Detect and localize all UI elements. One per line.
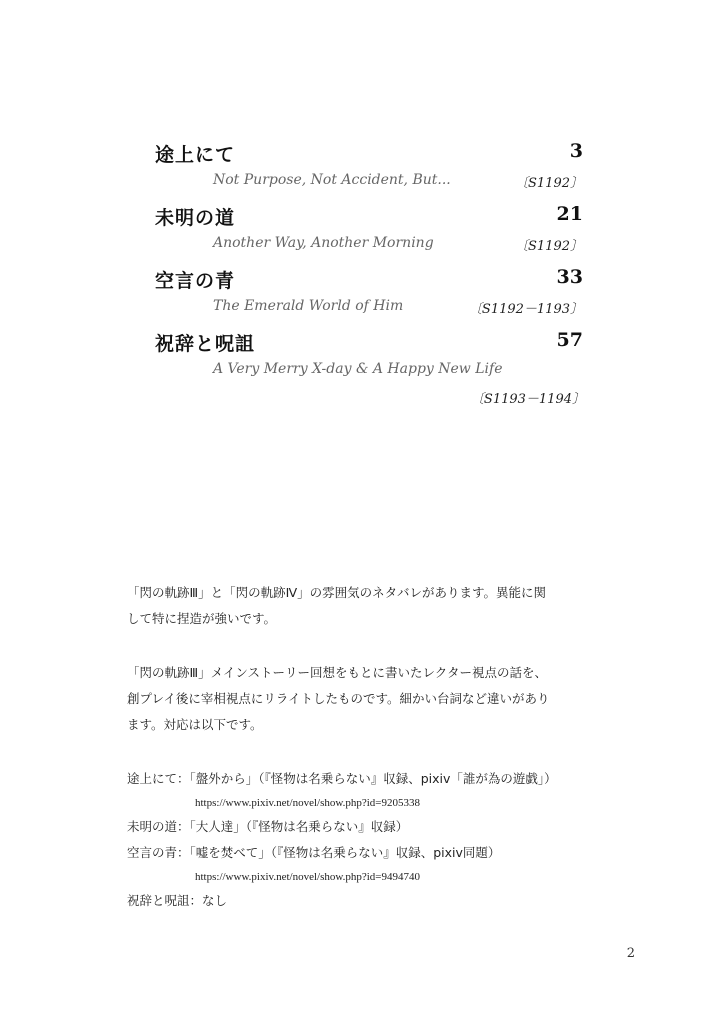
toc-entry-sub: [155, 233, 585, 264]
toc-entry-season: 〔S1192〕: [515, 176, 583, 191]
notes-section: [127, 580, 607, 914]
origin-note-line: 創プレイ後に宰相視点にリライトしたものです。細かい台詞など違いがあり: [127, 691, 550, 706]
origin-note-line: ます。対応は以下です。: [127, 717, 263, 732]
paragraph-gap: [127, 738, 607, 766]
credit-line: 祝辞と呪詛：なし: [127, 893, 228, 908]
toc-entry-page-number: 3: [569, 140, 583, 162]
source-url[interactable]: https://www.pixiv.net/novel/show.php?id=9205338: [195, 797, 420, 809]
credit-line: 未明の道：「大人達」（『怪物は名乗らない』収録）: [127, 819, 409, 834]
toc-entry-page-number: 21: [556, 203, 583, 225]
spoiler-note-line: して特に捏造が強いです。: [127, 611, 277, 626]
toc-entry: [155, 264, 585, 327]
toc-entry-subtitle: A Very Merry X-day & A Happy New Life: [213, 361, 503, 377]
origin-note-line: 「閃の軌跡Ⅲ」メインストーリー回想をもとに書いたレクター視点の話を、: [127, 665, 547, 680]
toc-entry-season: 〔S1192－1193〕: [468, 302, 583, 317]
toc-entry-title: 空言の青: [155, 270, 236, 292]
toc-entry-page-number: 57: [556, 329, 583, 351]
toc-entry-subtitle: The Emerald World of Him: [213, 298, 404, 314]
toc-entry-head: [155, 138, 585, 170]
toc-entry-title: 途上にて: [155, 144, 236, 166]
toc-entry-sub: [155, 170, 585, 201]
toc-entry-head: [155, 327, 585, 359]
toc-entry: [155, 327, 585, 409]
toc-entry-title: 未明の道: [155, 207, 236, 229]
toc-entry-subtitle: Not Purpose, Not Accident, But...: [213, 172, 451, 188]
credit-line: 途上にて：「盤外から」（『怪物は名乗らない』収録、pixiv「誰が為の遊戯」）: [127, 771, 557, 786]
credit-line: 空言の青：「嘘を焚べて」（『怪物は名乗らない』収録、pixiv同題）: [127, 845, 501, 860]
toc-entry-head: [155, 201, 585, 233]
toc-entry-season: 〔S1192〕: [515, 239, 583, 254]
toc-entry-sub: [155, 296, 585, 327]
page-number: 2: [626, 946, 635, 961]
toc-entry-season: 〔S1193－1194〕: [470, 392, 585, 407]
paragraph-gap: [127, 632, 607, 660]
toc-entry-head: [155, 264, 585, 296]
table-of-contents: [155, 138, 585, 409]
toc-entry: [155, 138, 585, 201]
toc-entry-page-number: 33: [556, 266, 583, 288]
spoiler-note-line: 「閃の軌跡Ⅲ」と「閃の軌跡Ⅳ」の雰囲気のネタバレがあります。異能に関: [127, 585, 547, 600]
toc-entry-subtitle: Another Way, Another Morning: [213, 235, 434, 251]
toc-entry-title: 祝辞と呪詛: [155, 333, 256, 355]
toc-entry: [155, 201, 585, 264]
toc-entry-sub: [155, 359, 585, 390]
source-url[interactable]: https://www.pixiv.net/novel/show.php?id=9494740: [195, 871, 420, 883]
